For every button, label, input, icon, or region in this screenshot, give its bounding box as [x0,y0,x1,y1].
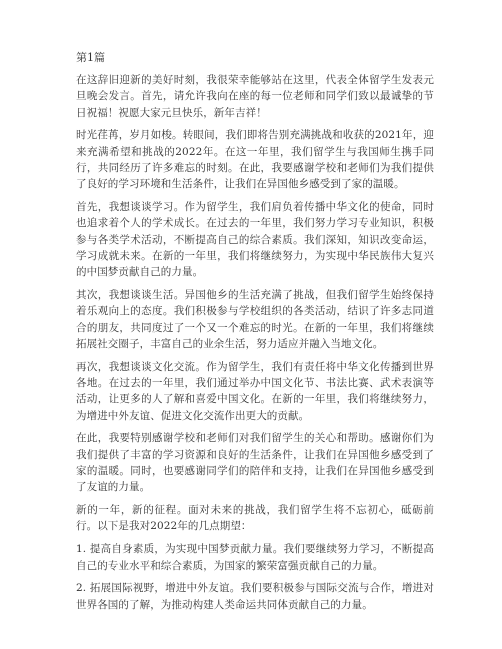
paragraph-new-year: 新的一年，新的征程。面对未来的挑战，我们留学生将不忘初心，砥砺前行。以下是我对2022年的几点期望： [76,504,434,533]
section-heading: 第1篇 [76,51,105,64]
list-item-2: 2. 拓展国际视野，增进中外友谊。我们要积极参与国际交流与合作，增进对世界各国的了解，为推动构建人类命运共同体贡献自己的力量。 [76,582,434,611]
paragraph-greeting: 在这辞旧迎新的美好时刻，我很荣幸能够站在这里，代表全体留学生发表元旦晚会发言。首先，请允许我向在座的每一位老师和同学们致以最诚挚的节日祝福！祝愿大家元旦快乐，新年吉祥！ [76,74,434,119]
paragraph-review: 时光荏苒，岁月如梭。转眼间，我们即将告别充满挑战和收获的2021年，迎来充满希望和挑战的2022年。在这一年里，我们留学生与我国师生携手同行，共同经历了许多难忘的时刻。在此，我要感谢学校和老师们为我们提供了良好的学习环境和生活条件，让我们在异国他乡感受到了家的温暖。 [76,129,434,191]
paragraph-life: 其次，我想谈谈生活。异国他乡的生活充满了挑战，但我们留学生始终保持着乐观向上的态度。我们积极参与学校组织的各类活动，结识了许多志同道合的朋友，共同度过了一个又一个难忘的时光。在新的一年里，我们将继续拓展社交圈子，丰富自己的业余生活，努力适应并融入当地文化。 [76,289,434,350]
paragraph-thanks: 在此，我要特别感谢学校和老师们对我们留学生的关心和帮助。感谢你们为我们提供了丰富的学习资源和良好的生活条件，让我们在异国他乡感受到了家的温暖。同时，也要感谢同学们的陪伴和支持，让我们在异国他乡感受到了友谊的力量。 [76,432,434,494]
paragraph-culture: 再次，我想谈谈文化交流。作为留学生，我们有责任将中华文化传播到世界各地。在过去的一年里，我们通过举办中国文化节、书法比赛、武术表演等活动，让更多的人了解和喜爱中国文化。在新的一年里，我们将继续努力，为增进中外友谊、促进文化交流作出更大的贡献。 [76,360,434,422]
paragraph-study: 首先，我想谈谈学习。作为留学生，我们肩负着传播中华文化的使命，同时也追求着个人的学术成长。在过去的一年里，我们努力学习专业知识，积极参与各类学术活动，不断提高自己的综合素质。我们深知，知识改变命运，学习成就未来。在新的一年里，我们将继续努力，为实现中华民族伟大复兴的中国梦贡献自己的力量。 [76,201,434,279]
list-item-1: 1. 提高自身素质，为实现中国梦贡献力量。我们要继续努力学习，不断提高自己的专业水平和综合素质，为国家的繁荣富强贡献自己的力量。 [76,543,434,572]
document-page [76,50,434,619]
